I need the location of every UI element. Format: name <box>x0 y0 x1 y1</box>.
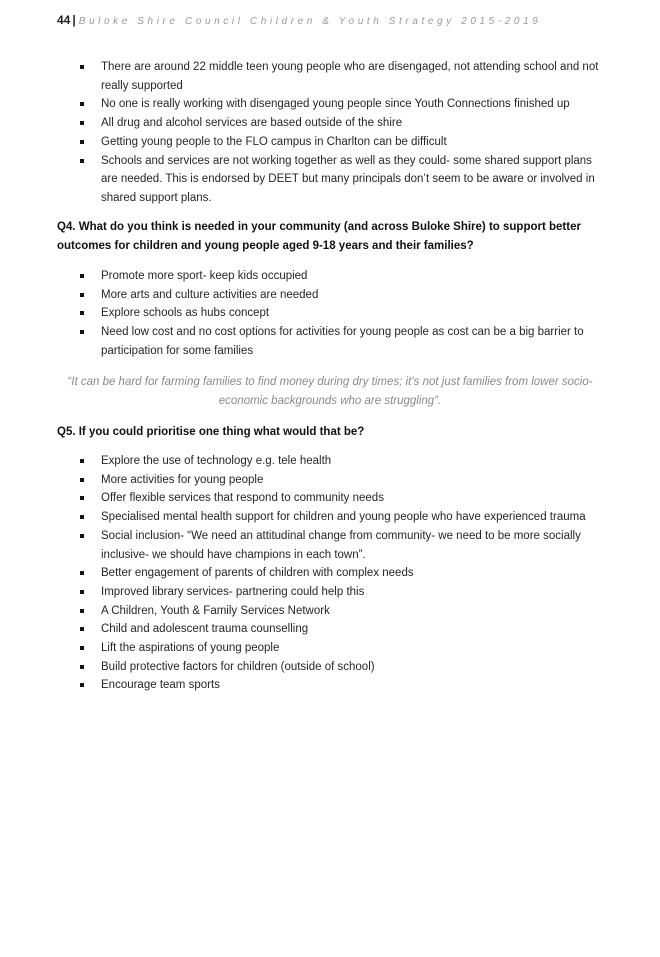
list-item <box>79 489 609 508</box>
bullet-icon <box>80 330 84 334</box>
bullet-icon <box>80 459 84 463</box>
bullet-icon <box>80 609 84 613</box>
list-item-text: Better engagement of parents of children with complex needs <box>101 567 414 580</box>
list-item-text: Encourage team sports <box>101 679 220 692</box>
list-item-text: A Children, Youth & Family Services Network <box>101 604 330 617</box>
list-item-text: Lift the aspirations of young people <box>101 642 280 655</box>
list-item <box>79 58 609 95</box>
list-item <box>79 452 609 471</box>
list-item-text: More arts and culture activities are needed <box>101 288 319 301</box>
list-item <box>79 471 609 490</box>
list-item-text: Social inclusion- “We need an attitudinal change from community- we need to be more socially inclusive- we should have champions in each town”. <box>101 529 581 561</box>
bullet-icon <box>80 102 84 106</box>
list-item-text: Explore the use of technology e.g. tele health <box>101 455 332 467</box>
bullet-icon <box>80 646 84 650</box>
bullet-icon <box>80 65 84 69</box>
list-item-text: Schools and services are not working together as well as they could- some shared support plans are needed. This is endorsed by DEET but many principals don’t seem to be aware or involved in shared support plans. <box>101 154 595 204</box>
bullet-icon <box>80 683 84 687</box>
list-item-text: Build protective factors for children (outside of school) <box>101 660 375 673</box>
bullet-icon <box>80 274 84 278</box>
list-item <box>79 133 609 152</box>
list-item-text: Child and adolescent trauma counselling <box>101 623 309 636</box>
list-item-text: Promote more sport- keep kids occupied <box>101 270 308 282</box>
q4-answer-list <box>79 267 609 361</box>
list-item-text: Getting young people to the FLO campus in Charlton can be difficult <box>101 135 447 148</box>
bullet-icon <box>80 590 84 594</box>
list-item-text: There are around 22 middle teen young people who are disengaged, not attending school and not really supported <box>101 61 599 92</box>
q5-answer-list <box>79 452 609 695</box>
list-item <box>79 527 609 564</box>
list-item <box>79 95 609 114</box>
list-item <box>79 639 609 658</box>
bullet-icon <box>80 665 84 669</box>
list-item <box>79 304 609 323</box>
list-item-text: Explore schools as hubs concept <box>101 307 270 320</box>
bullet-icon <box>80 534 84 538</box>
bullet-icon <box>80 121 84 125</box>
list-item <box>79 583 609 602</box>
question-q4: Q4. What do you think is needed in your community (and across Buloke Shire) to support better outcomes for children and young people aged 9-18 years and their families? <box>57 221 581 252</box>
pull-quote: “It can be hard for farming families to find money during dry times; it’s not just families from lower socio-economic backgrounds who are struggling”. <box>67 376 593 407</box>
bullet-icon <box>80 515 84 519</box>
bullet-icon <box>80 571 84 575</box>
list-item <box>79 286 609 305</box>
question-q5: Q5. If you could prioritise one thing what would that be? <box>57 426 365 438</box>
bullet-icon <box>80 627 84 631</box>
list-item <box>79 508 609 527</box>
list-item-text: Improved library services- partnering could help this <box>101 585 365 598</box>
bullet-icon <box>80 496 84 500</box>
list-item <box>79 564 609 583</box>
list-item-text: All drug and alcohol services are based outside of the shire <box>101 117 403 130</box>
header-title: Buloke Shire Council Children & Youth Strategy 2015-2019 <box>78 16 542 27</box>
page-header <box>57 13 541 27</box>
list-item-text: Offer flexible services that respond to community needs <box>101 492 384 505</box>
bullet-icon <box>80 478 84 482</box>
header-separator: | <box>72 13 76 27</box>
list-item <box>79 602 609 621</box>
page-number: 44 <box>57 13 71 27</box>
list-item <box>79 676 609 695</box>
list-item-text: More activities for young people <box>101 473 264 486</box>
list-item <box>79 620 609 639</box>
bullet-icon <box>80 140 84 144</box>
list-item-text: Specialised mental health support for children and young people who have experienced trauma <box>101 511 586 524</box>
bullet-icon <box>80 159 84 163</box>
list-item <box>79 658 609 677</box>
list-item <box>79 114 609 133</box>
list-item <box>79 267 609 286</box>
list-item-text: No one is really working with disengaged young people since Youth Connections finished up <box>101 98 570 111</box>
bullet-icon <box>80 311 84 315</box>
list-item <box>79 152 609 208</box>
bullet-icon <box>80 293 84 297</box>
intro-bullet-list <box>79 58 609 208</box>
list-item-text: Need low cost and no cost options for activities for young people as cost can be a big barrier to participation for some families <box>101 326 584 357</box>
list-item <box>79 323 609 360</box>
